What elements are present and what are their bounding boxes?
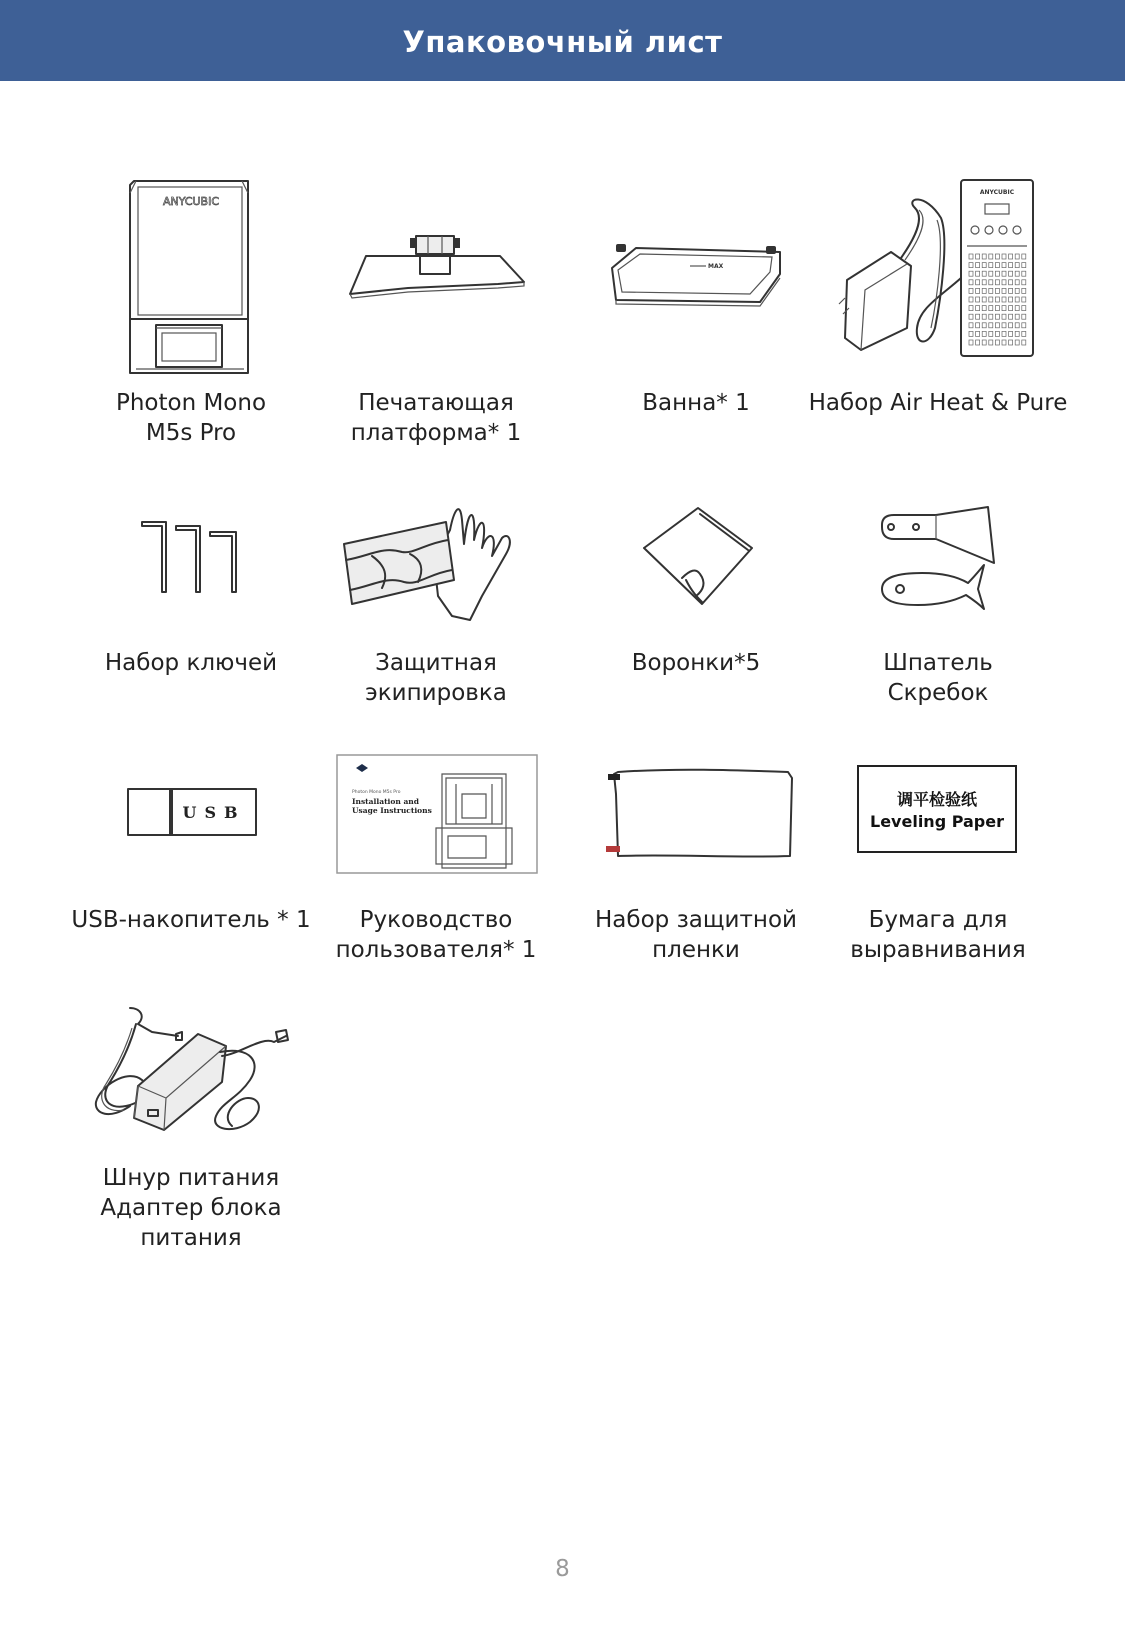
grille-slot <box>1022 254 1026 259</box>
grille-slot <box>982 323 986 328</box>
vat-max-mark: MAX <box>708 263 724 270</box>
item-label-power-adapter: Шнур питания Адаптер блока питания <box>100 1165 282 1251</box>
grille-slot <box>969 314 973 319</box>
grille-slot <box>995 323 999 328</box>
grille-slot <box>976 271 980 276</box>
grille-slot <box>1002 271 1006 276</box>
printer-icon <box>126 173 256 383</box>
page-title: Упаковочный лист <box>0 0 1125 81</box>
grille-slot <box>982 314 986 319</box>
grille-slot <box>982 297 986 302</box>
grille-slot <box>969 254 973 259</box>
manual-icon <box>336 754 538 874</box>
grille-slot <box>989 306 993 311</box>
grille-slot <box>989 323 993 328</box>
grille-slot <box>1002 297 1006 302</box>
grille-slot <box>995 306 999 311</box>
grille-slot <box>1022 263 1026 268</box>
grille-slot <box>976 263 980 268</box>
grille-slot <box>969 323 973 328</box>
grille-slot <box>995 297 999 302</box>
grille-slot <box>1015 306 1019 311</box>
protective-film-icon <box>604 764 798 860</box>
grille-slot <box>1015 288 1019 293</box>
grille-slot <box>976 297 980 302</box>
grille-slot <box>989 254 993 259</box>
grille-slot <box>982 340 986 345</box>
grille-slot <box>989 280 993 285</box>
item-label-protective-film: Набор защитной пленки <box>595 907 797 963</box>
grille-slot <box>982 271 986 276</box>
air-kit-brand: ANYCUBIC <box>979 189 1015 196</box>
grille-slot <box>969 340 973 345</box>
grille-slot <box>982 331 986 336</box>
grille-slot <box>1022 297 1026 302</box>
item-label-protective-gear: Защитная экипировка <box>365 650 507 706</box>
grille-slot <box>982 306 986 311</box>
printer-brand: ANYCUBIC <box>162 195 220 208</box>
leveling-paper-en: Leveling Paper <box>870 812 1004 831</box>
grille-slot <box>995 271 999 276</box>
item-label-funnels: Воронки*5 <box>631 650 761 676</box>
grille-slot <box>1009 331 1013 336</box>
grille-slot <box>969 271 973 276</box>
grille-slot <box>989 297 993 302</box>
grille-slot <box>976 280 980 285</box>
grille-slot <box>1022 323 1026 328</box>
grille-slot <box>1009 280 1013 285</box>
grille-slot <box>982 280 986 285</box>
grille-slot <box>1002 340 1006 345</box>
scraper-icon <box>878 505 1004 611</box>
grille-slot <box>1009 306 1013 311</box>
grille-slot <box>1015 263 1019 268</box>
grille-slot <box>1022 306 1026 311</box>
funnel-icon <box>642 506 756 606</box>
grille-slot <box>976 288 980 293</box>
grille-slot <box>1002 331 1006 336</box>
grille-slot <box>1022 280 1026 285</box>
grille-slot <box>1002 323 1006 328</box>
grille-slot <box>995 263 999 268</box>
grille-slot <box>1009 297 1013 302</box>
grille-slot <box>995 288 999 293</box>
mask-gloves-icon <box>342 500 532 620</box>
grille-slot <box>969 331 973 336</box>
item-label-resin-vat: Ванна* 1 <box>642 390 750 416</box>
manual-title-line2: Usage Instructions <box>352 806 432 815</box>
leveling-paper-icon <box>857 765 1017 853</box>
grille-slot <box>1015 271 1019 276</box>
build-platform-icon <box>348 232 528 312</box>
air-heat-pure-kit-icon <box>845 178 1035 360</box>
grille-slot <box>1009 314 1013 319</box>
grille-slot <box>1002 314 1006 319</box>
usb-label: USB <box>182 803 246 822</box>
grille-slot <box>976 340 980 345</box>
grille-slot <box>1015 297 1019 302</box>
grille-slot <box>995 340 999 345</box>
power-adapter-icon <box>90 1006 290 1136</box>
grille-slot <box>1002 263 1006 268</box>
page-number: 8 <box>555 1556 570 1582</box>
grille-slot <box>976 331 980 336</box>
grille-slot <box>1022 340 1026 345</box>
usb-drive-icon <box>126 787 258 837</box>
grille-slot <box>1022 271 1026 276</box>
grille-slot <box>1015 314 1019 319</box>
grille-slot <box>969 263 973 268</box>
grille-slot <box>1009 340 1013 345</box>
grille-slot <box>1009 254 1013 259</box>
grille-slot <box>995 331 999 336</box>
grille-slot <box>969 297 973 302</box>
grille-slot <box>1015 323 1019 328</box>
grille-slot <box>1015 280 1019 285</box>
grille-slot <box>1015 331 1019 336</box>
grille-slot <box>995 254 999 259</box>
manual-subtitle: Photon Mono M5s Pro <box>352 790 401 795</box>
grille-slot <box>969 306 973 311</box>
grille-slot <box>1015 340 1019 345</box>
grille-slot <box>995 314 999 319</box>
grille-slot <box>1022 288 1026 293</box>
grille-slot <box>1002 280 1006 285</box>
grille-slot <box>1022 331 1026 336</box>
grille-slot <box>976 254 980 259</box>
grille-slot <box>976 323 980 328</box>
allen-keys-icon <box>140 518 240 596</box>
grille-slot <box>989 271 993 276</box>
item-label-printer: Photon Mono M5s Pro <box>115 390 267 446</box>
grille-slot <box>1009 271 1013 276</box>
grille-slot <box>976 306 980 311</box>
grille-slot <box>989 314 993 319</box>
grille-slot <box>982 263 986 268</box>
grille-slot <box>989 340 993 345</box>
grille-slot <box>989 331 993 336</box>
item-label-allen-keys: Набор ключей <box>104 650 278 676</box>
grille-slot <box>1009 323 1013 328</box>
item-label-manual: Руководство пользователя* 1 <box>335 907 537 963</box>
resin-vat-icon <box>610 240 786 310</box>
grille-slot <box>1009 288 1013 293</box>
grille-slot <box>1002 288 1006 293</box>
grille-slot <box>1022 314 1026 319</box>
item-label-scraper: Шпатель Скребок <box>883 650 993 706</box>
leveling-paper-cn: 调平检验纸 <box>896 790 977 809</box>
grille-slot <box>969 280 973 285</box>
grille-slot <box>982 254 986 259</box>
item-label-air-heat-pure: Набор Air Heat & Pure <box>808 390 1068 416</box>
item-label-build-platform: Печатающая платформа* 1 <box>350 390 522 446</box>
grille-slot <box>969 288 973 293</box>
item-label-usb-drive: USB-накопитель * 1 <box>71 907 311 933</box>
manual-title-line1: Installation and <box>352 797 420 806</box>
item-label-leveling-paper: Бумага для выравнивания <box>850 907 1026 963</box>
grille-slot <box>1015 254 1019 259</box>
grille-slot <box>1002 306 1006 311</box>
grille-slot <box>989 263 993 268</box>
grille-slot <box>989 288 993 293</box>
grille-slot <box>976 314 980 319</box>
grille-slot <box>1009 263 1013 268</box>
grille-slot <box>995 280 999 285</box>
grille-slot <box>1002 254 1006 259</box>
grille-slot <box>982 288 986 293</box>
